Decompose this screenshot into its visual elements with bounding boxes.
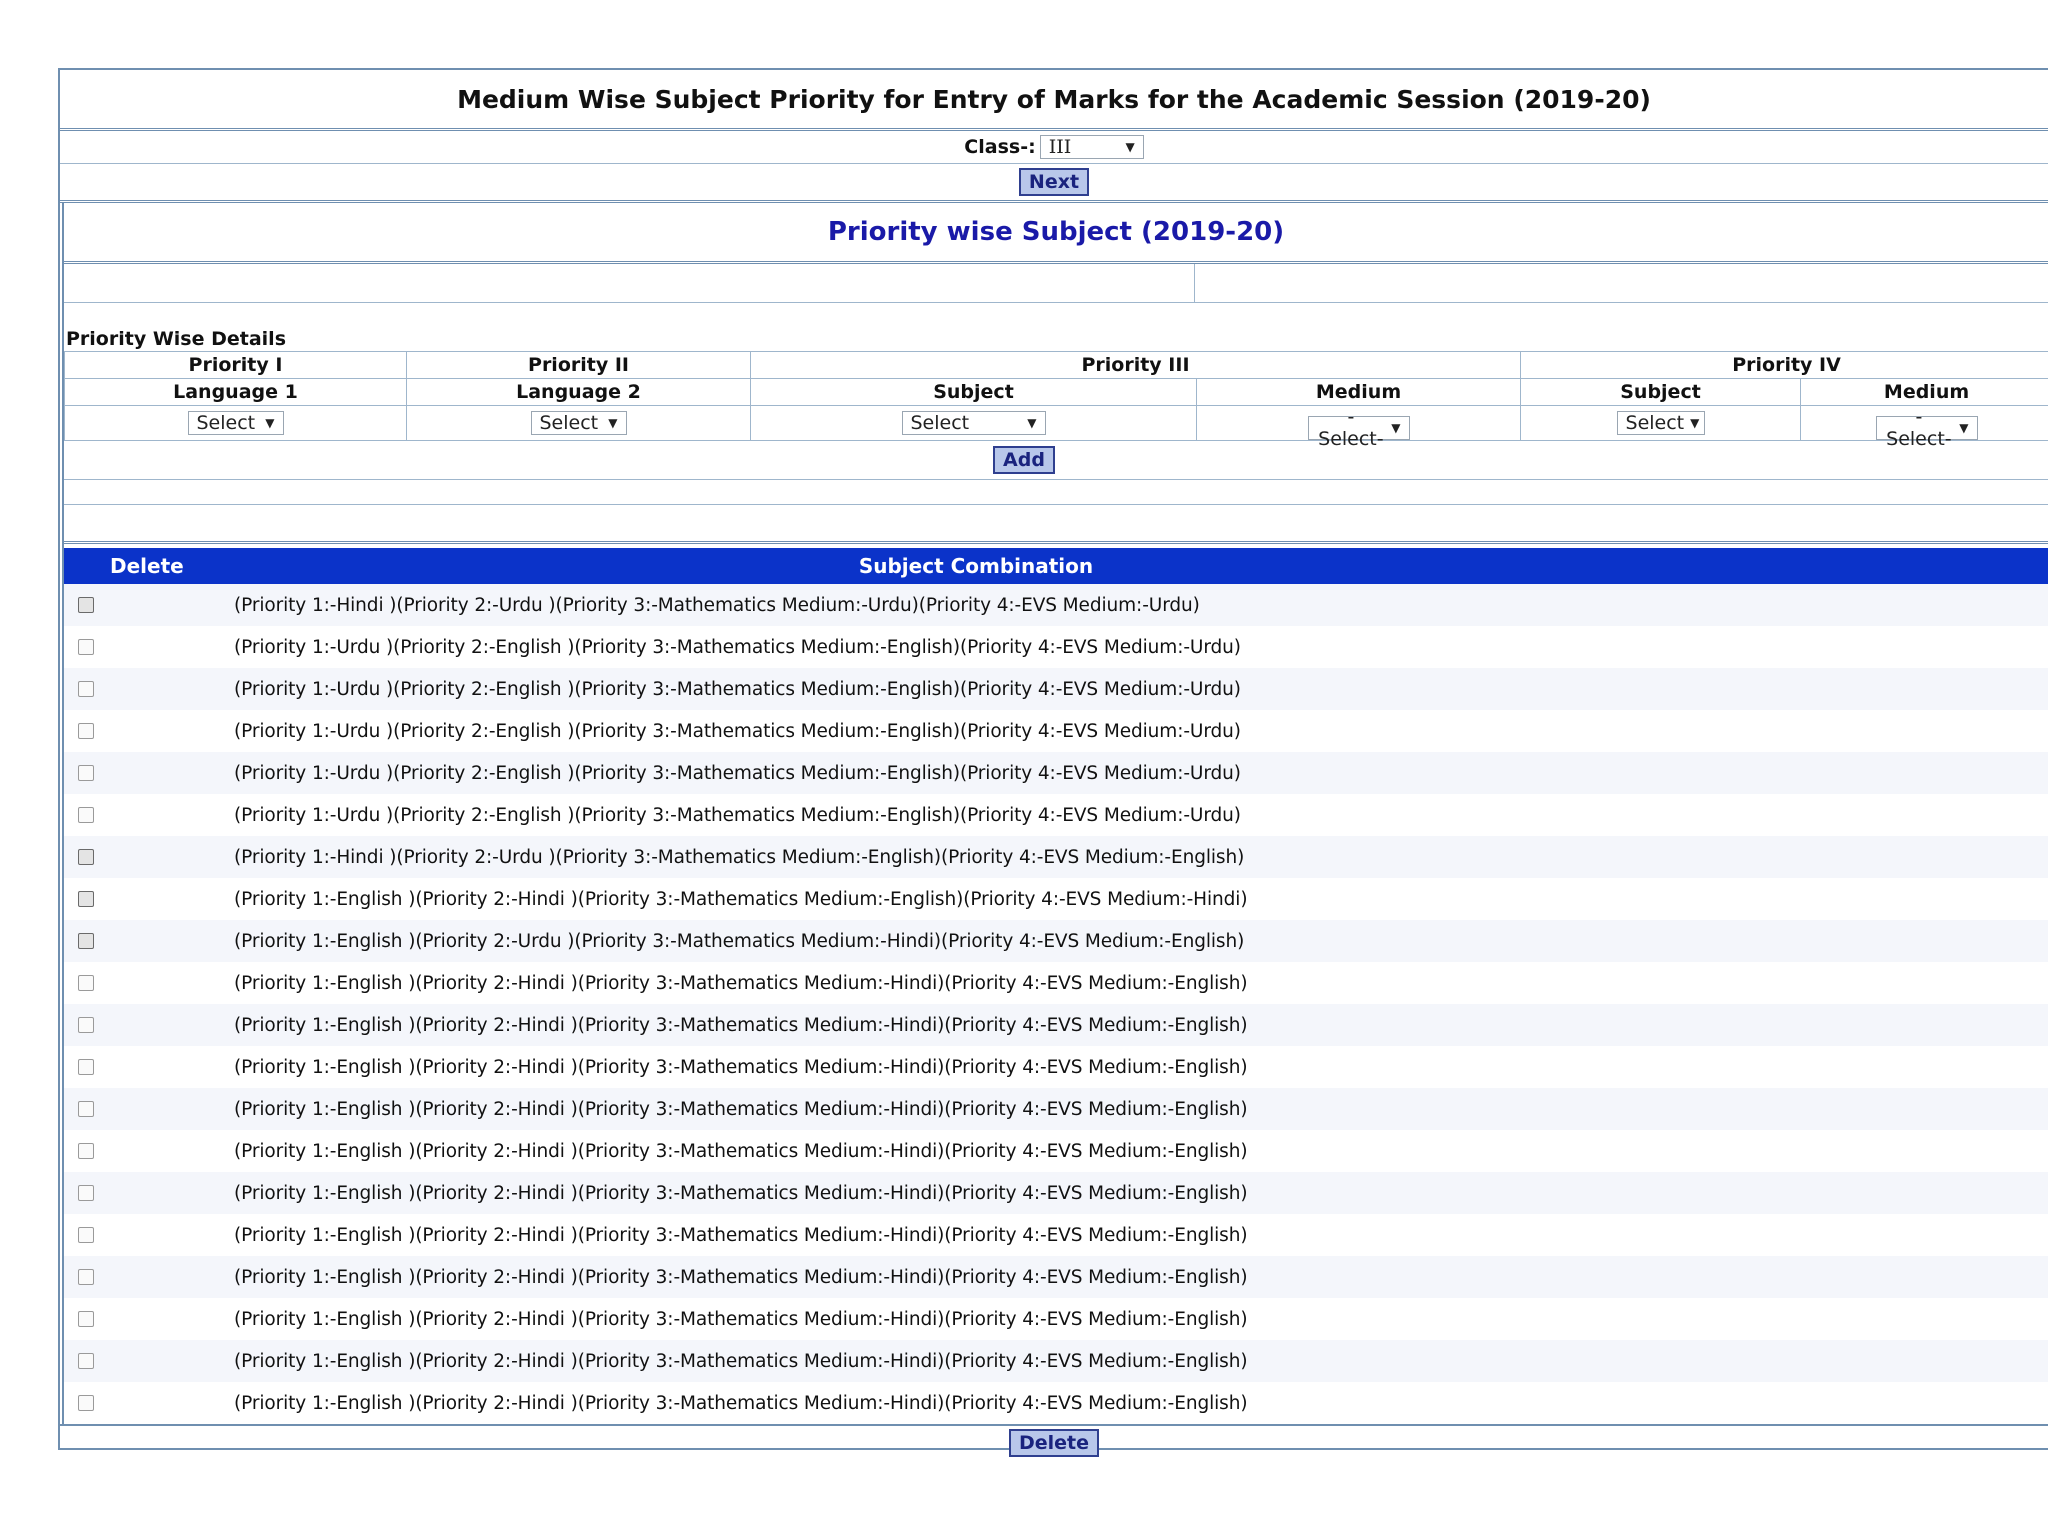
priority-4-subject-select[interactable] [1617,411,1705,435]
row-delete-checkbox[interactable] [78,933,94,949]
table-row [64,1298,2048,1340]
language-2-value: Select [539,412,599,434]
delete-row [60,1424,2048,1460]
priority-section [62,203,2048,1424]
blank-cell [64,264,1195,302]
subject-combination-text: (Priority 1:-Urdu )(Priority 2:-English )(Priority 3:-Mathematics Medium:-English)(Priority 4:-EVS Medium:-Urdu) [234,804,1241,826]
add-row [64,441,2048,480]
table-row [64,584,2048,626]
subject-combination-text: (Priority 1:-English )(Priority 2:-Hindi )(Priority 3:-Mathematics Medium:-Hindi)(Priority 4:-EVS Medium:-English) [234,972,1248,994]
row-delete-checkbox[interactable] [78,1017,94,1033]
table-row [64,668,2048,710]
subject-combination-text: (Priority 1:-Urdu )(Priority 2:-English )(Priority 3:-Mathematics Medium:-English)(Priority 4:-EVS Medium:-Urdu) [234,720,1241,742]
subject-combination-text: (Priority 1:-Urdu )(Priority 2:-English )(Priority 3:-Mathematics Medium:-English)(Priority 4:-EVS Medium:-Urdu) [234,636,1241,658]
priority-4-subject-value: Select [1625,412,1685,434]
priority-3-subject-header: Subject [751,379,1197,406]
subject-combination-text: (Priority 1:-English )(Priority 2:-Hindi )(Priority 3:-Mathematics Medium:-Hindi)(Priority 4:-EVS Medium:-English) [234,1350,1248,1372]
row-delete-checkbox[interactable] [78,1143,94,1159]
blank-row [64,264,2048,303]
next-row [60,164,2048,203]
priority-4-subject-cell [1521,406,1801,441]
subject-combination-text: (Priority 1:-Urdu )(Priority 2:-English )(Priority 3:-Mathematics Medium:-English)(Priority 4:-EVS Medium:-Urdu) [234,762,1241,784]
subject-combination-text: (Priority 1:-Urdu )(Priority 2:-English )(Priority 3:-Mathematics Medium:-English)(Priority 4:-EVS Medium:-Urdu) [234,678,1241,700]
next-button[interactable]: Next [1019,168,1089,196]
row-delete-checkbox[interactable] [78,597,94,613]
priority-subheader-row [65,379,2048,406]
row-delete-checkbox[interactable] [78,639,94,655]
chevron-down-icon: ▼ [265,416,275,430]
language-1-header: Language 1 [65,379,407,406]
priority-4-subject-header: Subject [1521,379,1801,406]
table-row [64,962,2048,1004]
row-delete-checkbox[interactable] [78,849,94,865]
priority-details-label: Priority Wise Details [66,328,287,350]
row-delete-checkbox[interactable] [78,1311,94,1327]
chevron-down-icon: ▼ [1027,416,1037,430]
chevron-down-icon: ▼ [1125,140,1135,154]
priority-1-header: Priority I [65,352,407,379]
subject-combination-text: (Priority 1:-Hindi )(Priority 2:-Urdu )(Priority 3:-Mathematics Medium:-English)(Priority 4:-EVS Medium:-English) [234,846,1245,868]
priority-3-subject-cell [751,406,1197,441]
priority-table [64,351,2048,450]
row-delete-checkbox[interactable] [78,891,94,907]
language-1-value: Select [196,412,256,434]
row-delete-checkbox[interactable] [78,723,94,739]
language-2-select[interactable] [531,411,627,435]
table-row [64,878,2048,920]
subject-combination-text: (Priority 1:-English )(Priority 2:-Hindi )(Priority 3:-Mathematics Medium:-Hindi)(Priority 4:-EVS Medium:-English) [234,1392,1248,1414]
table-row [64,1130,2048,1172]
class-filter-row [60,131,2048,164]
chevron-down-icon: ▼ [1391,421,1401,435]
priority-4-medium-select[interactable] [1876,406,1978,450]
table-row [64,836,2048,878]
table-row [64,1256,2048,1298]
page-title: Medium Wise Subject Priority for Entry of Marks for the Academic Session (2019-20) [60,70,2048,131]
delete-button[interactable]: Delete [1009,1429,1099,1457]
priority-3-subject-select[interactable] [902,411,1046,435]
priority-4-medium-value: -Select- [1886,406,1952,450]
subject-combination-text: (Priority 1:-English )(Priority 2:-Urdu )(Priority 3:-Mathematics Medium:-Hindi)(Priority 4:-EVS Medium:-English) [234,930,1245,952]
table-row [64,1172,2048,1214]
priority-4-medium-header: Medium [1801,379,2048,406]
table-row [64,794,2048,836]
row-delete-checkbox[interactable] [78,1269,94,1285]
class-select-value: III [1048,136,1072,158]
priority-3-header: Priority III [751,352,1521,379]
row-delete-checkbox[interactable] [78,1101,94,1117]
subject-combination-text: (Priority 1:-English )(Priority 2:-Hindi )(Priority 3:-Mathematics Medium:-Hindi)(Priority 4:-EVS Medium:-English) [234,1014,1248,1036]
subject-combination-text: (Priority 1:-English )(Priority 2:-Hindi )(Priority 3:-Mathematics Medium:-Hindi)(Priority 4:-EVS Medium:-English) [234,1182,1248,1204]
table-row [64,1088,2048,1130]
priority-3-medium-header: Medium [1197,379,1521,406]
language-1-cell [65,406,407,441]
row-delete-checkbox[interactable] [78,1227,94,1243]
subject-combination-text: (Priority 1:-English )(Priority 2:-Hindi )(Priority 3:-Mathematics Medium:-English)(Priority 4:-EVS Medium:-Hindi) [234,888,1248,910]
subject-combination-text: (Priority 1:-English )(Priority 2:-Hindi )(Priority 3:-Mathematics Medium:-Hindi)(Priority 4:-EVS Medium:-English) [234,1308,1248,1330]
combination-column-header: Subject Combination [858,554,1094,578]
priority-header-row [65,352,2048,379]
add-button[interactable]: Add [993,446,1055,474]
subject-combination-text: (Priority 1:-English )(Priority 2:-Hindi )(Priority 3:-Mathematics Medium:-Hindi)(Priority 4:-EVS Medium:-English) [234,1140,1248,1162]
priority-3-subject-value: Select [910,412,970,434]
chevron-down-icon: ▼ [1690,416,1700,430]
marks-priority-panel [58,68,2048,1454]
row-delete-checkbox[interactable] [78,975,94,991]
subject-combination-text: (Priority 1:-English )(Priority 2:-Hindi )(Priority 3:-Mathematics Medium:-Hindi)(Priority 4:-EVS Medium:-English) [234,1098,1248,1120]
subject-combination-text: (Priority 1:-English )(Priority 2:-Hindi )(Priority 3:-Mathematics Medium:-Hindi)(Priority 4:-EVS Medium:-English) [234,1224,1248,1246]
priority-select-row [65,406,2048,441]
table-row [64,1340,2048,1382]
chevron-down-icon: ▼ [608,416,618,430]
language-2-header: Language 2 [407,379,751,406]
priority-2-header: Priority II [407,352,751,379]
row-delete-checkbox[interactable] [78,1185,94,1201]
row-delete-checkbox[interactable] [78,681,94,697]
subject-combination-text: (Priority 1:-English )(Priority 2:-Hindi )(Priority 3:-Mathematics Medium:-Hindi)(Priority 4:-EVS Medium:-English) [234,1056,1248,1078]
language-2-cell [407,406,751,441]
table-row [64,1004,2048,1046]
row-delete-checkbox[interactable] [78,1059,94,1075]
subject-combination-text: (Priority 1:-Hindi )(Priority 2:-Urdu )(Priority 3:-Mathematics Medium:-Urdu)(Priority 4:-EVS Medium:-Urdu) [234,594,1200,616]
priority-3-medium-select[interactable] [1308,406,1410,450]
class-select[interactable] [1040,135,1144,159]
priority-3-medium-value: -Select- [1318,406,1384,450]
row-delete-checkbox[interactable] [78,807,94,823]
combination-grid [64,584,2048,1424]
language-1-select[interactable] [188,411,284,435]
table-row [64,1214,2048,1256]
priority-4-medium-cell [1801,406,2048,450]
table-row [64,1382,2048,1424]
empty-row [64,505,2048,544]
row-delete-checkbox[interactable] [78,765,94,781]
delete-column-header: Delete [110,554,184,578]
spacer [64,303,2048,327]
chevron-down-icon: ▼ [1959,421,1969,435]
table-row [64,626,2048,668]
row-delete-checkbox[interactable] [78,1353,94,1369]
class-label: Class-: [964,136,1036,158]
priority-4-header: Priority IV [1521,352,2048,379]
empty-row [64,480,2048,505]
combination-grid-header [64,548,2048,584]
table-row [64,752,2048,794]
row-delete-checkbox[interactable] [78,1395,94,1411]
subject-combination-text: (Priority 1:-English )(Priority 2:-Hindi )(Priority 3:-Mathematics Medium:-Hindi)(Priority 4:-EVS Medium:-English) [234,1266,1248,1288]
table-row [64,1046,2048,1088]
table-row [64,710,2048,752]
section-title: Priority wise Subject (2019-20) [64,203,2048,264]
table-row [64,920,2048,962]
priority-3-medium-cell [1197,406,1521,450]
